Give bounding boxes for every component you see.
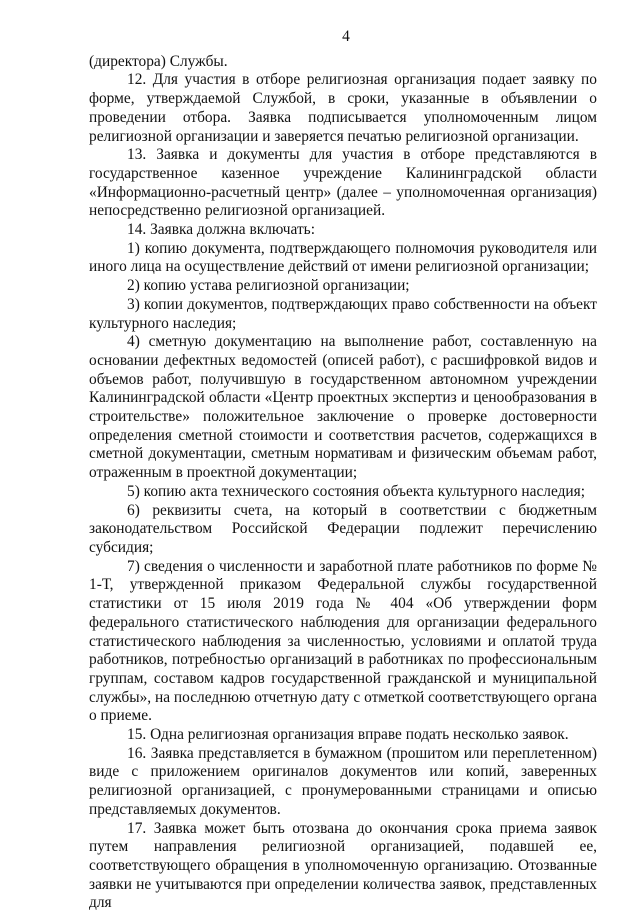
page-number: 4 (342, 28, 350, 45)
paragraph-12: 12. Для участия в отборе религиозная организация подает заявку по форме, утверждаемой Службой, в сроки, указанные в объявлении о проведении отбора. Заявка подписывается уполномоченным лицом религиозной организации и заверяется печатью религиозной организации. (89, 71, 597, 145)
paragraph-17: 17. Заявка может быть отозвана до окончания срока приема заявок путем направления религиозной организацией, подавшей ее, соответствующего обращения в уполномоченную организацию. Отозванные заявки не учитываются при определении количества заявок, представленных для (89, 819, 597, 912)
paragraph-13: 13. Заявка и документы для участия в отборе представляются в государственное казенное учреждение Калининградской области «Информационно-расчетный центр» (далее – уполномоченная организация) непосредственно религиозной организацией. (89, 146, 597, 220)
paragraph-continuation: (директора) Службы. (89, 52, 228, 70)
paragraph-14-item-4: 4) сметную документацию на выполнение работ, составленную на основании дефектных ведомостей (описей работ), с расшифровкой видов и объемов работ, получившую в государственном автономном учреждении Калининградской области «Центр проектных экспертиз и ценообразования в строительстве» положительное заключение о проверке достоверности определения сметной стоимости и соответствия расчетов, содержащихся в сметной документации, сметным нормативам и физическим объемам работ, отраженным в проектной документации; (89, 333, 597, 482)
paragraph-14-item-5: 5) копию акта технического состояния объекта культурного наследия; (127, 482, 586, 500)
paragraph-14-item-1: 1) копию документа, подтверждающего полномочия руководителя или иного лица на осуществление действий от имени религиозной организации; (89, 239, 597, 276)
paragraph-14-item-7: 7) сведения о численности и заработной плате работников по форме № 1-Т, утвержденной приказом Федеральной службы государственной статистики от 15 июля 2019 года № 404 «Об утверждении форм федерального статистического наблюдения для организации федерального статистического наблюдения за численностью, условиями и оплатой труда работников, потребностью организаций в работниках по профессиональным группам, составом кадров государственной гражданской и муниципальной службы», на последнюю отчетную дату с отметкой соответствующего органа о приеме. (89, 557, 597, 725)
paragraph-14-item-3: 3) копии документов, подтверждающих право собственности на объект культурного наследия; (89, 295, 597, 332)
paragraph-16: 16. Заявка представляется в бумажном (прошитом или переплетенном) виде с приложением оригиналов документов или копий, заверенных религиозной организацией, с пронумерованными страницами и описью представляемых документов. (89, 744, 597, 818)
paragraph-14: 14. Заявка должна включать: (127, 221, 315, 239)
paragraph-14-item-2: 2) копию устава религиозной организации; (127, 277, 410, 295)
paragraph-14-item-6: 6) реквизиты счета, на который в соответствии с бюджетным законодательством Российской Федерации подлежит перечислению субсидия; (89, 501, 597, 556)
paragraph-15: 15. Одна религиозная организация вправе подать несколько заявок. (127, 726, 569, 744)
document-page (89, 28, 597, 913)
